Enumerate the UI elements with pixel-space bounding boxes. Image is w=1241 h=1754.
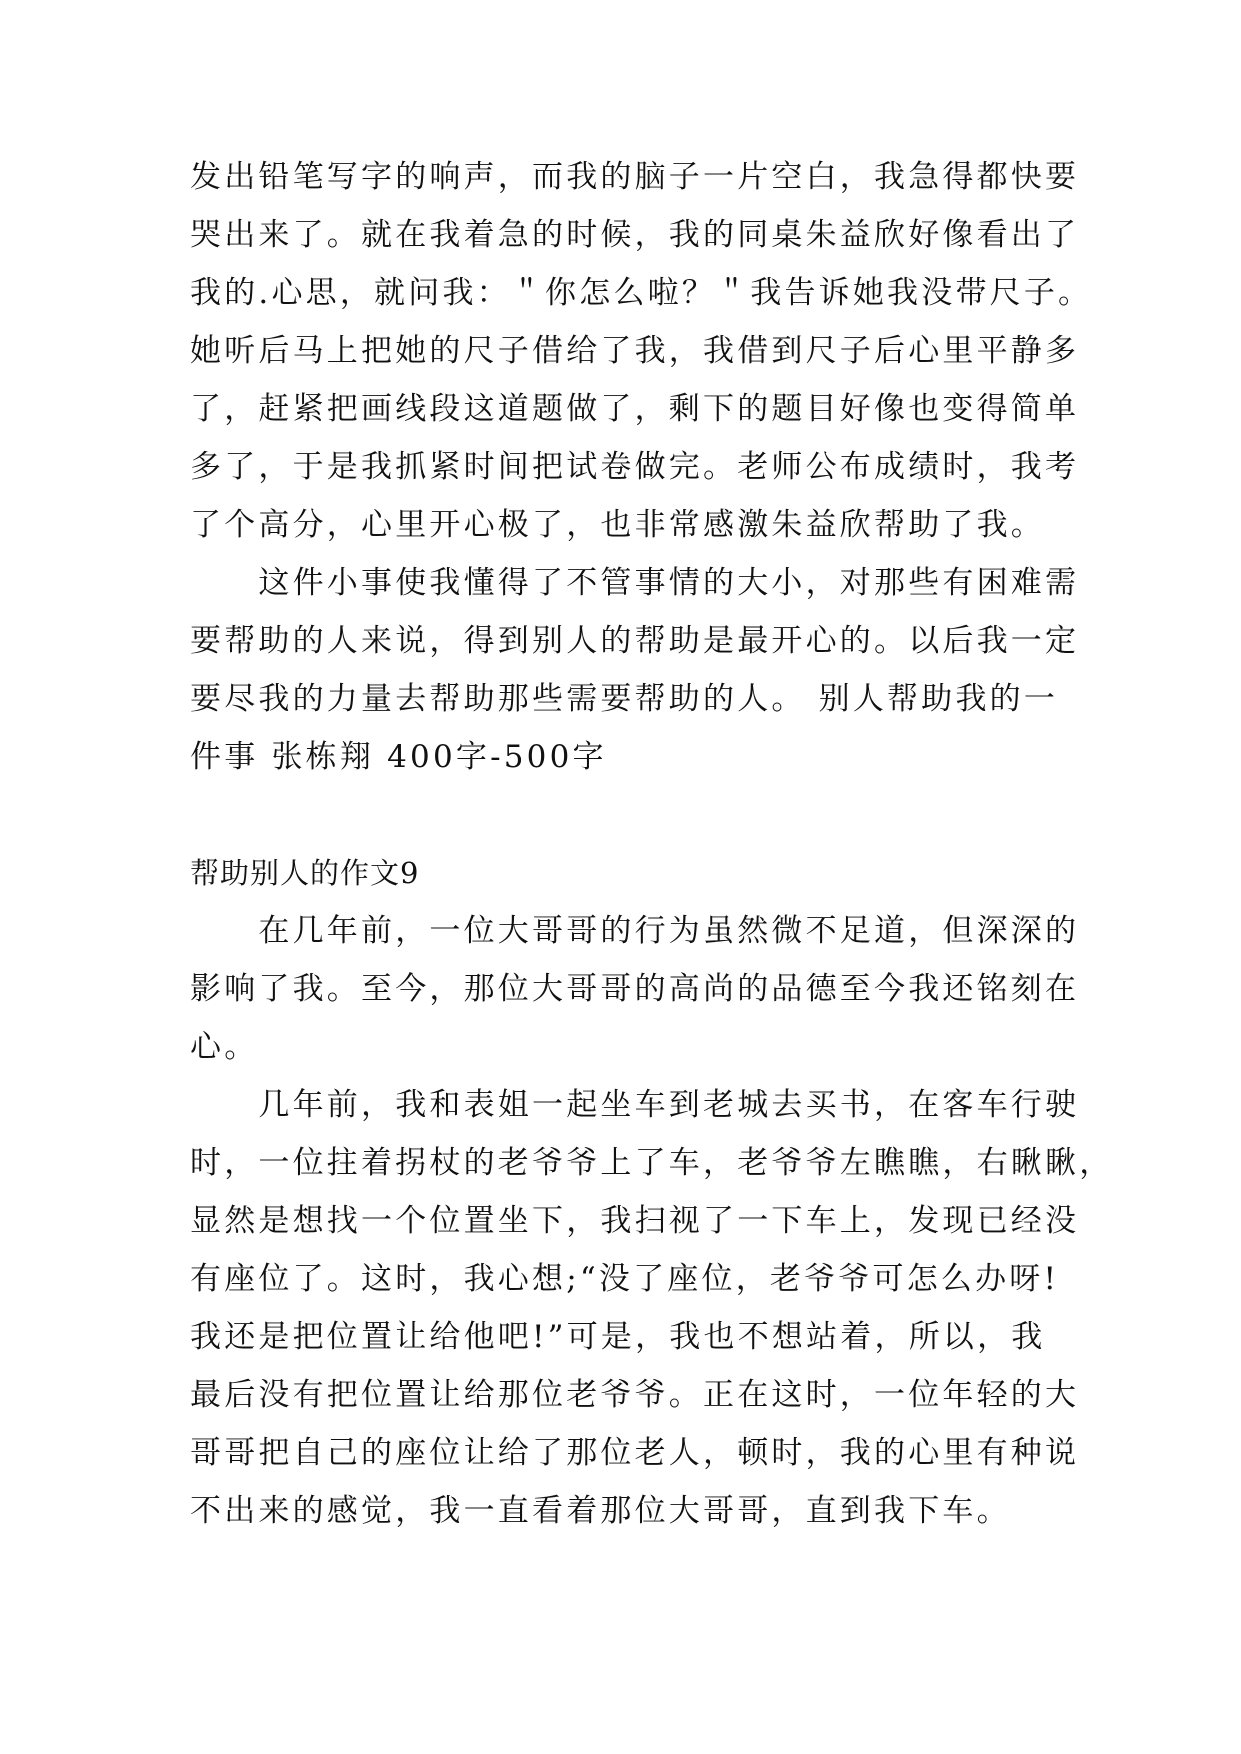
document-body	[190, 148, 1114, 1540]
text-line: 发出铅笔写字的响声，而我的脑子一片空白，我急得都快要	[190, 159, 1080, 195]
text-line: 要帮助的人来说，得到别人的帮助是最开心的。以后我一定	[190, 623, 1080, 659]
text-line: 件事 张栋翔 400字-500字	[190, 739, 607, 775]
text-line: 这件小事使我懂得了不管事情的大小，对那些有困难需	[190, 565, 1080, 601]
text-line: 多了，于是我抓紧时间把试卷做完。老师公布成绩时，我考	[190, 449, 1080, 485]
text-line: 了个高分，心里开心极了，也非常感激朱益欣帮助了我。	[190, 507, 1045, 543]
paragraph-continuation	[190, 148, 1093, 554]
text-line: 影响了我。至今，那位大哥哥的高尚的品德至今我还铭刻在	[190, 971, 1080, 1007]
text-line: 几年前，我和表姐一起坐车到老城去买书，在客车行驶	[190, 1087, 1080, 1123]
text-line: 哥哥把自己的座位让给了那位老人，顿时，我的心里有种说	[190, 1435, 1080, 1471]
paragraph-story	[190, 1076, 1114, 1540]
paragraph-lesson	[190, 554, 1080, 786]
text-line: 在几年前，一位大哥哥的行为虽然微不足道，但深深的	[190, 913, 1080, 949]
spacer	[190, 786, 1070, 844]
text-line: 不出来的感觉，我一直看着那位大哥哥，直到我下车。	[190, 1493, 1011, 1529]
text-line: 她听后马上把她的尺子借给了我，我借到尺子后心里平静多	[190, 333, 1080, 369]
text-line: 我的.心思，就问我：＂你怎么啦？＂我告诉她我没带尺子。	[190, 275, 1093, 311]
text-line: 最后没有把位置让给那位老爷爷。正在这时，一位年轻的大	[190, 1377, 1080, 1413]
section-heading: 帮助别人的作文9	[190, 856, 420, 890]
text-line: 有座位了。这时，我心想;“没了座位，老爷爷可怎么办呀!	[190, 1261, 1060, 1297]
text-line: 了，赶紧把画线段这道题做了，剩下的题目好像也变得简单	[190, 391, 1080, 427]
text-line: 显然是想找一个位置坐下，我扫视了一下车上，发现已经没	[190, 1203, 1080, 1239]
text-line: 时，一位拄着拐杖的老爷爷上了车，老爷爷左瞧瞧，右瞅瞅，	[190, 1145, 1114, 1181]
text-line: 心。	[190, 1029, 259, 1065]
text-line: 要尽我的力量去帮助那些需要帮助的人。 别人帮助我的一	[190, 681, 1059, 717]
text-line: 哭出来了。就在我着急的时候，我的同桌朱益欣好像看出了	[190, 217, 1080, 253]
text-line: 我还是把位置让给他吧!”可是，我也不想站着，所以，我	[190, 1319, 1046, 1355]
paragraph-intro	[190, 902, 1080, 1076]
